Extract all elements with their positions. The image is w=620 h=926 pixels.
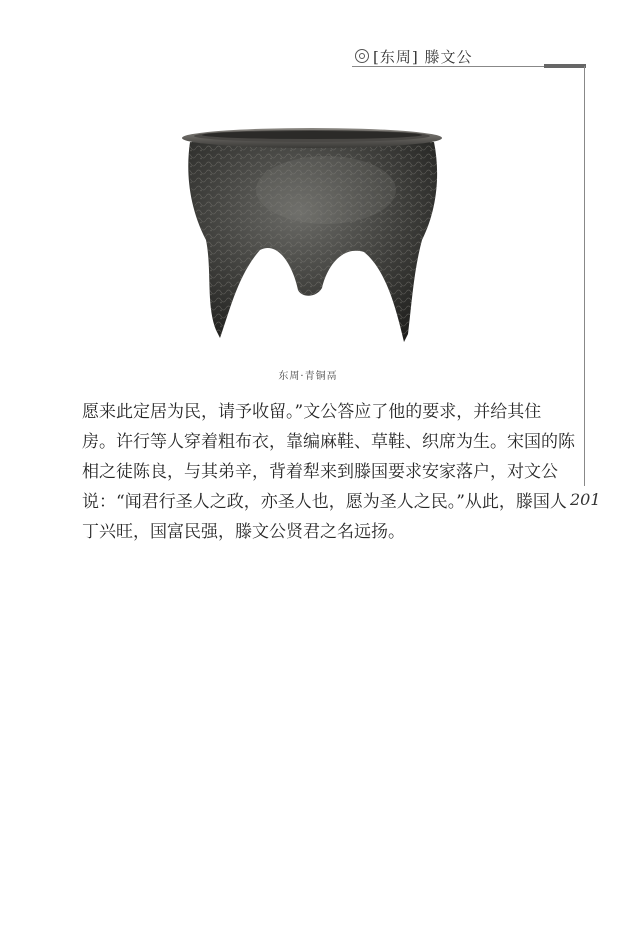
body-line: 说：“闻君行圣人之政，亦圣人也，愿为圣人之民。”从此，滕国人 [82, 492, 567, 512]
body-line: 丁兴旺，国富民强，滕文公贤君之名远扬。 [82, 522, 405, 542]
bullet-circle-icon [355, 49, 369, 63]
figure-caption-text: 东周·青铜鬲 [278, 371, 338, 382]
figure-caption [0, 367, 620, 382]
body-line: 相之徒陈良，与其弟辛，背着犁来到滕国要求安家落户，对文公 [82, 462, 558, 482]
page-number: 201 [570, 490, 601, 509]
running-header [355, 46, 472, 67]
bronze-li-vessel-image [176, 120, 446, 360]
header-rule [352, 66, 544, 67]
header-rule-accent [544, 64, 586, 68]
side-rule [584, 66, 585, 486]
body-text [82, 397, 575, 547]
body-line: 愿来此定居为民，请予收留。”文公答应了他的要求，并给其住 [82, 402, 542, 422]
running-title: [东周] 滕文公 [373, 48, 473, 66]
body-line: 房。许行等人穿着粗布衣，靠编麻鞋、草鞋、织席为生。宋国的陈 [82, 432, 575, 452]
